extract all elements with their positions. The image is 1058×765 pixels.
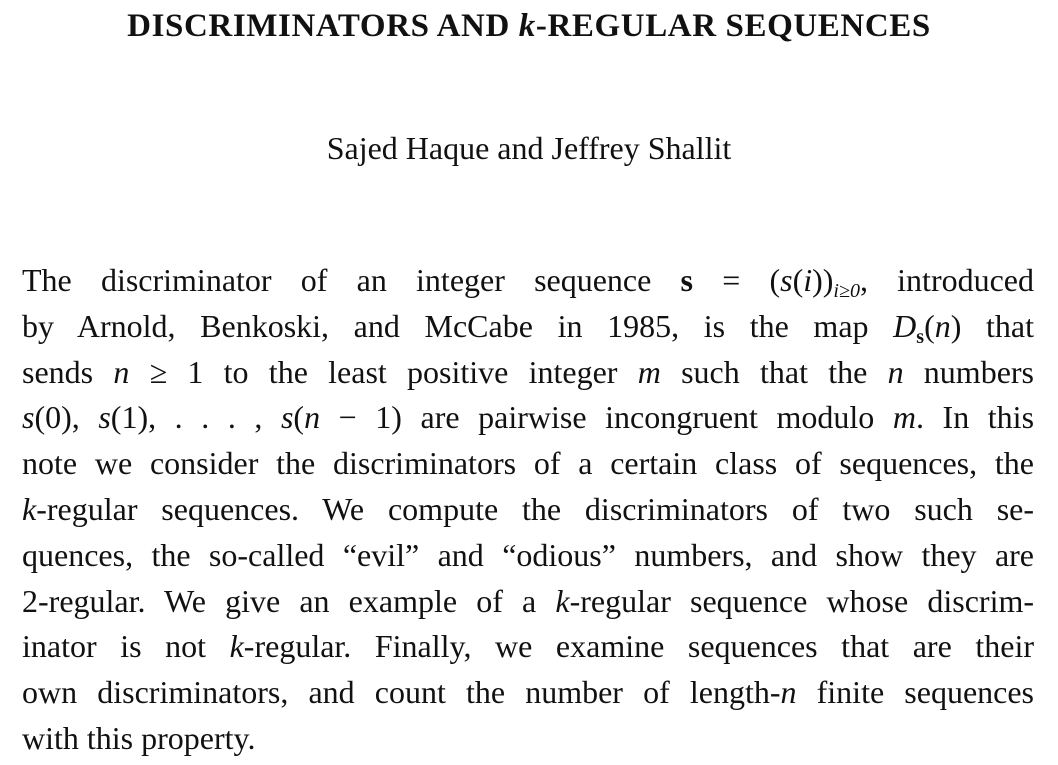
abstract-line-7 bbox=[22, 533, 1034, 579]
math-subscript: i≥0 bbox=[833, 280, 860, 302]
text-run: ( bbox=[792, 262, 804, 298]
text-run: -regular. Finally, we examine sequences that are their bbox=[243, 628, 1035, 665]
text-run: -regular sequences. We compute the discriminators of two such se- bbox=[36, 490, 1034, 527]
text-run: by Arnold, Benkoski, and McCabe in 1985, is the map bbox=[22, 307, 894, 344]
text-run: quences, the so-called “evil” and “odious” numbers, and show they are bbox=[22, 536, 1034, 573]
math-var: m bbox=[892, 399, 916, 436]
abstract bbox=[22, 258, 1034, 762]
abstract-line-2 bbox=[22, 304, 1034, 350]
text-run: such that the bbox=[660, 353, 888, 390]
math-var: s bbox=[22, 399, 35, 436]
text-run: , introduced bbox=[859, 262, 1035, 298]
abstract-line-4 bbox=[22, 395, 1034, 441]
abstract-line-11 bbox=[22, 716, 1034, 762]
title-text-suffix: -REGULAR SEQUENCES bbox=[535, 8, 931, 44]
math-var: s bbox=[280, 399, 294, 436]
author-list: Sajed Haque and Jeffrey Shallit bbox=[326, 130, 732, 166]
math-var: n bbox=[887, 353, 904, 390]
text-run: finite sequences bbox=[796, 674, 1034, 711]
abstract-line-3 bbox=[22, 350, 1034, 396]
math-var: i bbox=[803, 262, 813, 298]
text-run: inator is not bbox=[22, 628, 230, 665]
text-run: (0), bbox=[34, 399, 99, 436]
abstract-line-9 bbox=[22, 624, 1034, 670]
text-run: = ( bbox=[693, 262, 781, 298]
text-run: ( bbox=[293, 399, 305, 436]
title-text-prefix: DISCRIMINATORS AND bbox=[127, 8, 519, 44]
math-var: k bbox=[555, 582, 570, 619]
math-var: k bbox=[22, 490, 37, 527]
math-var: s bbox=[98, 399, 111, 436]
math-bold-s: s bbox=[680, 262, 693, 298]
text-run: . In this bbox=[915, 399, 1035, 436]
abstract-line-5 bbox=[22, 441, 1034, 487]
paper-title bbox=[0, 4, 1058, 48]
text-run: The discriminator of an integer sequence bbox=[22, 262, 681, 298]
title-k: k bbox=[518, 8, 536, 44]
math-var: n bbox=[113, 353, 130, 390]
text-run: with this property. bbox=[22, 719, 256, 756]
text-run: )) bbox=[812, 262, 834, 298]
text-run: (1), . . . , bbox=[110, 399, 281, 436]
text-run: ( bbox=[924, 307, 935, 344]
math-var: n bbox=[780, 674, 797, 711]
text-run: note we consider the discriminators of a certain class of sequences, the bbox=[22, 445, 1034, 482]
abstract-line-8 bbox=[22, 579, 1034, 625]
math-var: n bbox=[934, 307, 951, 344]
text-run: -regular sequence whose discrim- bbox=[569, 582, 1035, 619]
text-run: own discriminators, and count the number of length- bbox=[22, 674, 781, 711]
text-run: 2-regular. We give an example of a bbox=[22, 582, 556, 619]
math-var: m bbox=[637, 353, 661, 390]
math-var: D bbox=[893, 307, 917, 344]
math-var: s bbox=[780, 262, 793, 298]
abstract-line-10 bbox=[22, 670, 1034, 716]
math-var: n bbox=[304, 399, 321, 436]
abstract-line-1 bbox=[22, 258, 1034, 304]
abstract-line-6 bbox=[22, 487, 1034, 533]
text-run: − 1) are pairwise incongruent modulo bbox=[320, 399, 893, 436]
text-run: ≥ 1 to the least positive integer bbox=[129, 353, 638, 390]
text-run: sends bbox=[22, 353, 114, 390]
math-subscript: s bbox=[916, 325, 925, 348]
math-var: k bbox=[229, 628, 244, 665]
text-run: ) that bbox=[950, 307, 1035, 344]
text-run: numbers bbox=[903, 353, 1035, 390]
